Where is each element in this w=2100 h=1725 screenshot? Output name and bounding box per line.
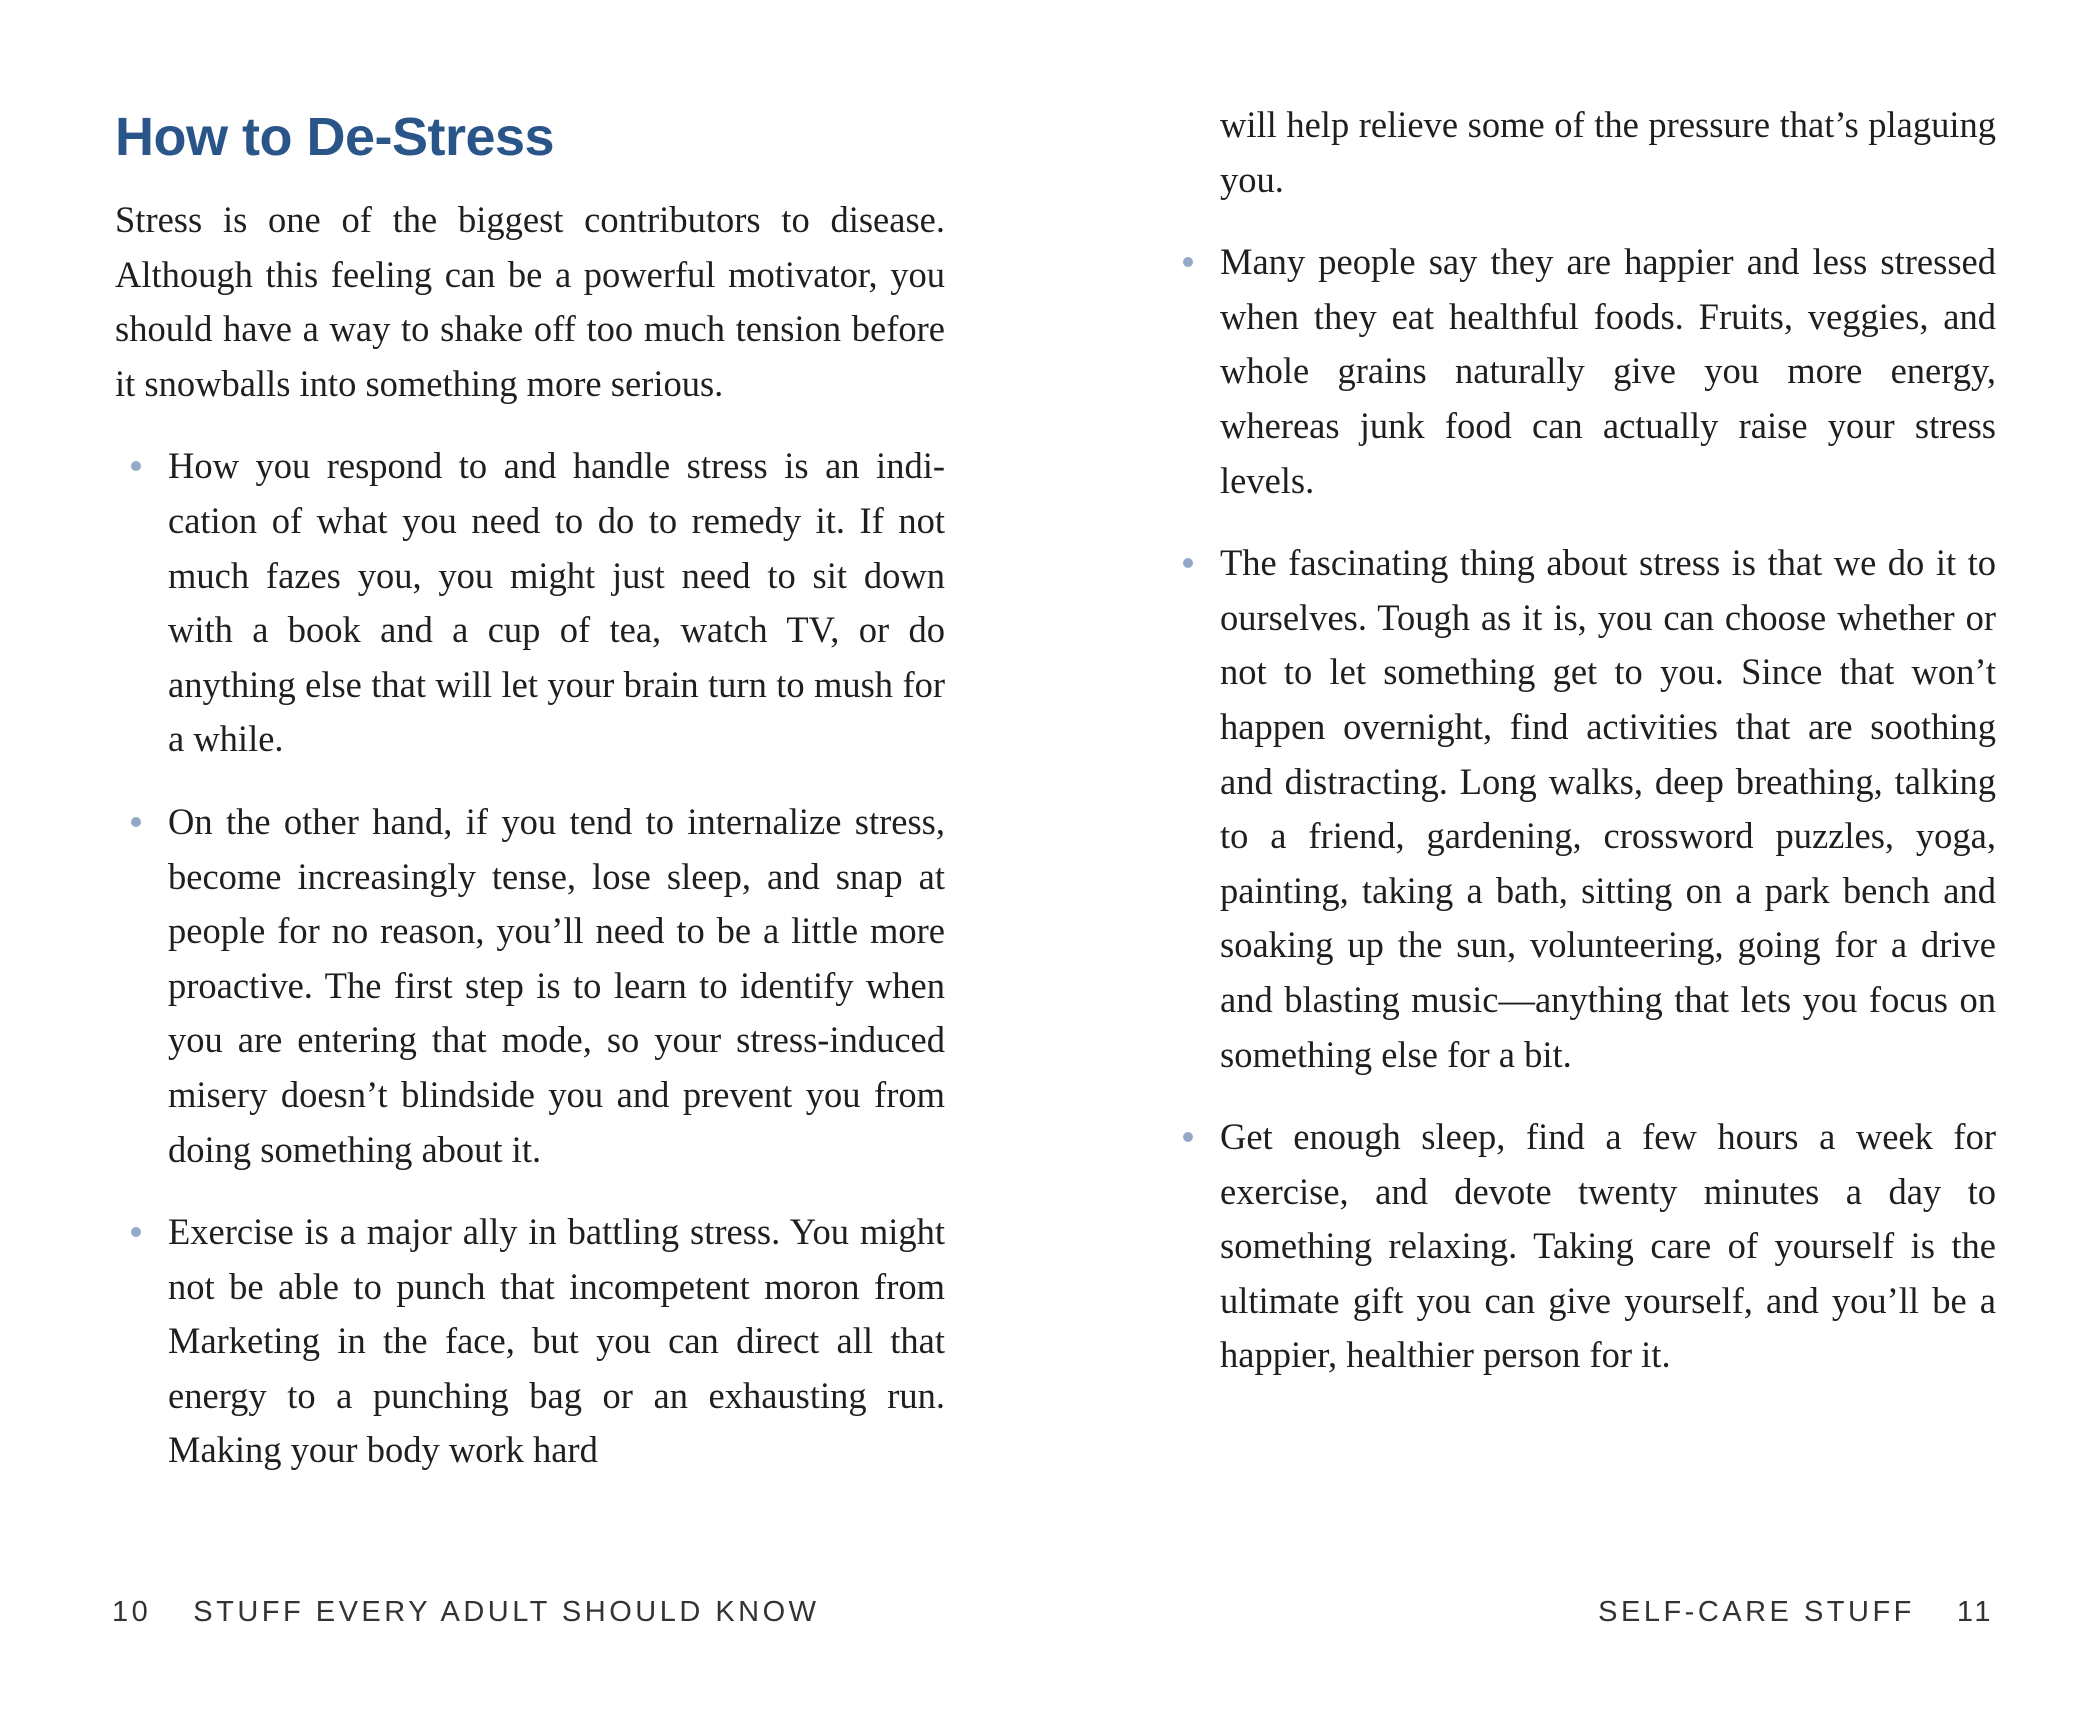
section-heading: How to De-Stress <box>115 107 555 167</box>
list-item-text: Exercise is a major ally in battling stress. You might not be able to punch that incompetent moron from Marketing in the face, but you can direct all that energy to a punching bag or an exhausting run. Making your body work hard <box>168 1211 945 1471</box>
left-footer <box>112 1592 820 1632</box>
list-item <box>115 795 945 1177</box>
list-item <box>115 439 945 767</box>
list-item <box>1167 1110 1996 1383</box>
continued-paragraph: will help relieve some of the pressure that’s plaguing you. <box>1220 104 1996 200</box>
list-item <box>115 1205 945 1478</box>
left-bullet-list <box>115 439 945 1478</box>
intro-paragraph: Stress is one of the biggest contributors to disease. Although this feeling can be a powerful motivator, you should have a way to shake off too much tension before it snowballs into something more serious. <box>115 199 945 404</box>
list-item-text: Many people say they are happier and less stressed when they eat healthful foods. Fruits, veggies, and whole grains naturally give you more energy, whereas junk food can actually raise your stress levels. <box>1220 241 1996 501</box>
list-item-text: How you respond to and handle stress is an indication of what you need to do to remedy it. If not much fazes you, you might just need to sit down with a book and a cup of tea, watch TV, or do anything else that will let your brain turn to mush for a while. <box>168 445 945 760</box>
right-footer <box>1598 1592 1994 1632</box>
list-item <box>1167 235 1996 508</box>
page-number: 11 <box>1956 1596 1994 1628</box>
right-text-column <box>1220 98 1996 1411</box>
running-title: STUFF EVERY ADULT SHOULD KNOW <box>193 1596 820 1628</box>
list-item <box>1167 536 1996 1082</box>
list-item-text: On the other hand, if you tend to internalize stress, become increasingly tense, lose sleep, and snap at people for no reason, you’ll need to be a little more proactive. The first step is to learn to identify when you are entering that mode, so your stress-induced misery doesn’t blindside you and prevent you from doing something about it. <box>168 800 945 1170</box>
list-item-text: Get enough sleep, find a few hours a week for exercise, and devote twenty minutes a day to something relaxing. Taking care of yourself is the ultimate gift you can give yourself, and you’ll be a happier, healthier person for it. <box>1220 1116 1996 1376</box>
running-title: SELF-CARE STUFF <box>1598 1596 1915 1628</box>
bullet-icon <box>131 461 141 471</box>
list-item-text: The fascinating thing about stress is that we do it to ourselves. Tough as it is, you can choose whether or not to let something get to you. Since that won’t happen overnight, find activities that are soothing and distracting. Long walks, deep breathing, talking to a friend, gardening, crossword puzzles, yoga, painting, taking a bath, sitting on a park bench and soaking up the sun, volunteering, going for a drive and blasting music—anything that lets you focus on something else for a bit. <box>1220 542 1996 1075</box>
bullet-icon <box>131 817 141 827</box>
bullet-icon <box>1183 257 1193 267</box>
bullet-icon <box>1183 1132 1193 1142</box>
bullet-icon <box>1183 558 1193 568</box>
bullet-icon <box>131 1227 141 1237</box>
right-bullet-list <box>1167 235 1996 1383</box>
page-number: 10 <box>112 1596 152 1628</box>
left-text-column <box>115 100 945 1506</box>
